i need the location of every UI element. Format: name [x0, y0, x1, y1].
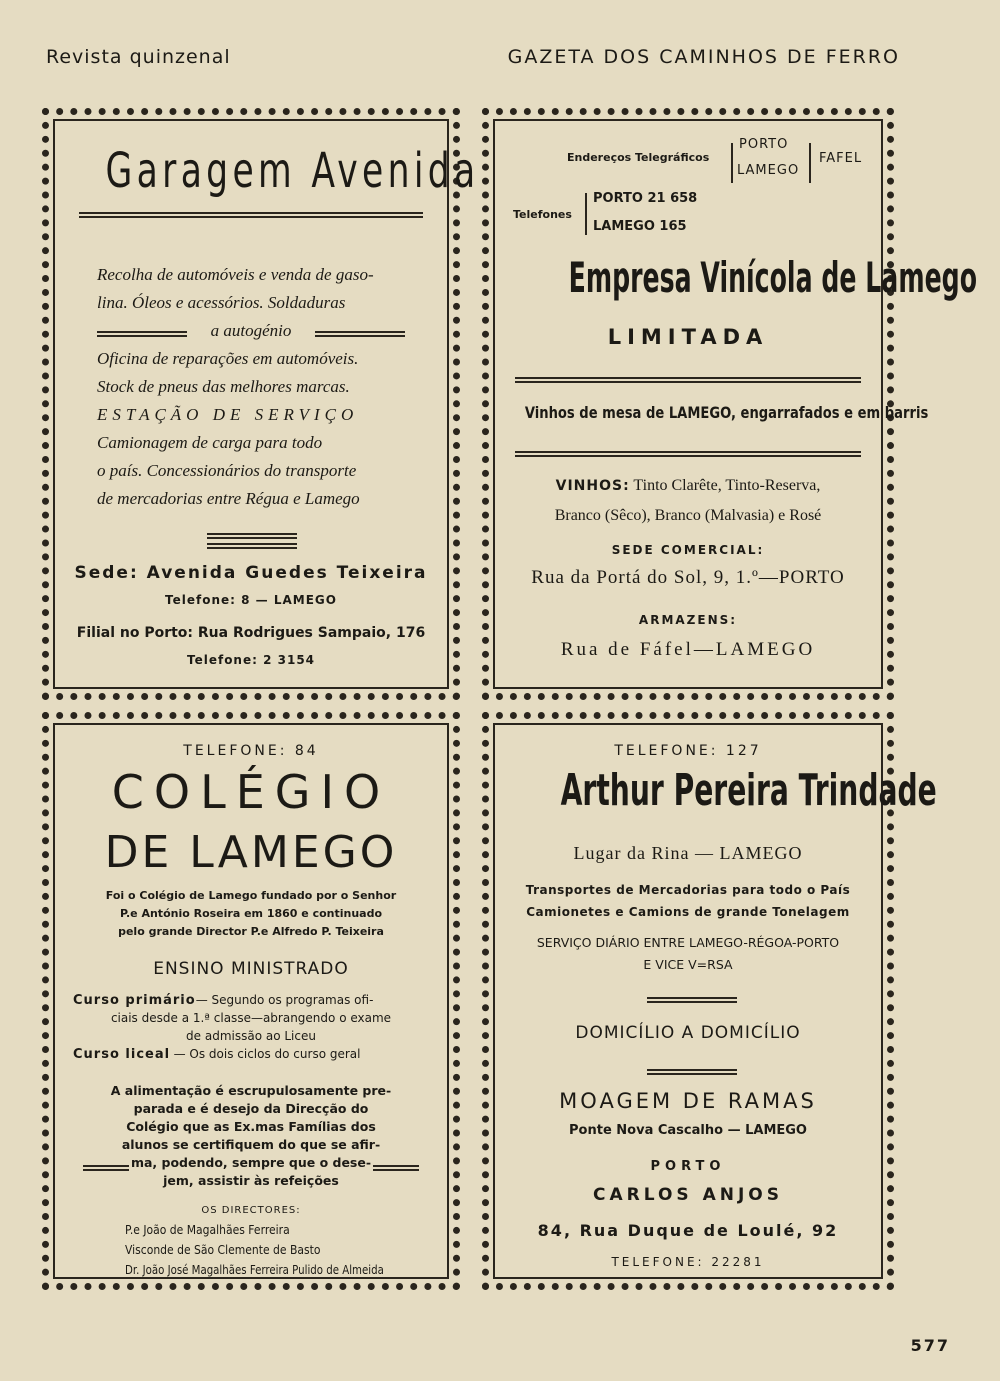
ad1-body-line-6: ESTAÇÃO DE SERVIÇO: [97, 405, 359, 424]
ad4-carlos: CARLOS ANJOS: [593, 1185, 783, 1205]
ad3-ensino: ENSINO MINISTRADO: [153, 959, 349, 979]
ad2-vinhos-text-1: Tinto Clarête, Tinto-Reserva,: [633, 477, 821, 494]
ad2-tagline: Vinhos de mesa de LAMEGO, engarrafados e em barris: [524, 403, 929, 422]
ad3-aliment-6: jem, assistir às refeições: [163, 1173, 339, 1188]
ad4-location: Lugar da Rina — LAMEGO: [573, 843, 803, 863]
ad3-title-1: COLÉGIO: [111, 765, 391, 819]
ad3-title-2: DE LAMEGO: [104, 827, 398, 878]
header-right: GAZETA DOS CAMINHOS DE FERRO: [507, 46, 900, 68]
ad3-director-3: Dr. João José Magalhães Ferreira Pulido de Almeida: [125, 1263, 384, 1277]
ad3-primario-line-3: de admissão ao Liceu: [186, 1029, 316, 1043]
ad3-aliment-1: A alimentação é escrupulosamente pre-: [110, 1083, 392, 1098]
ad4-divider-2: [647, 1069, 737, 1075]
ad1-divider-1: [207, 533, 297, 539]
ad1-body-line-9: de mercadorias entre Régua e Lamego: [97, 489, 360, 508]
ad2-tele-fafel: FAFEL: [819, 151, 863, 166]
ad3-phone: TELEFONE: 84: [183, 743, 319, 759]
ad3-intro-3: pelo grande Director P.e Alfredo P. Teixeira: [118, 925, 384, 938]
ad3-liceal-text: — Os dois ciclos do curso geral: [173, 1047, 361, 1061]
ad2-phone-lamego: LAMEGO 165: [593, 219, 687, 234]
ad2-sede-addr: Rua da Portá do Sol, 9, 1.º—PORTO: [531, 567, 845, 588]
ad3-directores-label: OS DIRECTORES:: [201, 1205, 301, 1216]
ad1-filial-phone: Telefone: 2 3154: [186, 653, 316, 667]
ad3-director-1: P.e João de Magalhães Ferreira: [125, 1223, 290, 1237]
ad1-body-line-8: o país. Concessionários do transporte: [97, 461, 357, 480]
ad-garagem-avenida: [42, 108, 480, 700]
ad2-tele-porto: PORTO: [739, 137, 789, 152]
ad1-sede-phone: Telefone: 8 — LAMEGO: [165, 593, 337, 607]
ad4-phone-2: TELEFONE: 22281: [611, 1255, 765, 1269]
ad2-brace-1: [731, 143, 733, 183]
ad1-body-line-5: Stock de pneus das melhores marcas.: [97, 377, 350, 396]
ad1-rule-right: [315, 331, 405, 337]
ad1-sede: Sede: Avenida Guedes Teixeira: [74, 563, 428, 583]
ad2-armazens-addr: Rua de Fáfel—LAMEGO: [560, 639, 816, 660]
ad3-liceal-line: [73, 1047, 360, 1063]
ad1-divider-2: [207, 543, 297, 549]
ad2-phones-label: Telefones: [513, 208, 572, 221]
ad4-ponte: Ponte Nova Cascalho — LAMEGO: [569, 1123, 807, 1138]
ad4-divider: [647, 997, 737, 1003]
ad2-title: Empresa Vinícola de Lamego: [568, 253, 978, 302]
ad3-director-2: Visconde de São Clemente de Basto: [125, 1243, 321, 1257]
ad4-servico-2: E VICE V=RSA: [643, 957, 733, 972]
ad2-brace-2: [809, 143, 811, 183]
ad2-vinhos-line-2: Branco (Sêco), Branco (Malvasia) e Rosé: [554, 507, 822, 524]
ad3-primario-line-2: ciais desde a 1.ª classe—abrangendo o exame: [110, 1011, 392, 1025]
ad3-primario-label: Curso primário: [73, 993, 196, 1008]
ad1-body-line-4: Oficina de reparações em automóveis.: [97, 349, 359, 368]
ad1-body-line-3: a autogénio: [210, 321, 292, 340]
ad4-moagem: MOAGEM DE RAMAS: [559, 1089, 817, 1113]
ad3-primario-text-1: — Segundo os programas ofi-: [195, 993, 374, 1007]
ad3-intro-1: Foi o Colégio de Lamego fundado por o Senhor: [105, 889, 397, 902]
ad2-tele-lamego: LAMEGO: [737, 163, 800, 178]
ad2-rule-1: [515, 377, 861, 383]
ad1-body-line-1: Recolha de automóveis e venda de gaso-: [97, 265, 374, 284]
ad-empresa-vinicola: [482, 108, 978, 700]
ad-colegio-lamego: [42, 712, 460, 1290]
ad3-primario-line-1: [73, 993, 373, 1009]
ad1-body-line-2: lina. Óleos e acessórios. Soldaduras: [97, 293, 346, 312]
ad2-vinhos-line-1: [489, 477, 887, 495]
ad1-title: Garagem Avenida: [105, 143, 480, 199]
ad4-phone: TELEFONE: 127: [614, 743, 762, 759]
ad1-filial: Filial no Porto: Rua Rodrigues Sampaio, 176: [76, 625, 426, 641]
ad4-title: Arthur Pereira Trindade: [560, 765, 937, 816]
ad3-aliment-3: Colégio que as Ex.mas Famílias dos: [126, 1119, 376, 1134]
ad-arthur-pereira-trindade: [482, 712, 937, 1290]
ad4-servico-1: SERVIÇO DIÁRIO ENTRE LAMEGO-RÉGOA-PORTO: [536, 935, 840, 950]
ad2-phone-porto: PORTO 21 658: [593, 191, 698, 206]
ad3-rule-right: [373, 1165, 419, 1171]
ad3-aliment-2: parada e é desejo da Direcção do: [133, 1101, 369, 1116]
ad4-porto: PORTO: [650, 1159, 726, 1174]
ad2-vinhos-label: VINHOS:: [555, 478, 630, 494]
ad2-rule-2: [515, 451, 861, 457]
ad4-transport-1: Transportes de Mercadorias para todo o País: [525, 883, 851, 897]
ad3-liceal-label: Curso liceal: [73, 1047, 171, 1062]
ad4-address: 84, Rua Duque de Loulé, 92: [537, 1221, 839, 1240]
ad1-body-line-7: Camionagem de carga para todo: [97, 433, 323, 452]
ad3-aliment-5: ma, podendo, sempre que o dese-: [130, 1155, 372, 1170]
ad4-domicilio: DOMICÍLIO A DOMICÍLIO: [575, 1023, 801, 1043]
page-number: 577: [910, 1336, 950, 1355]
ad2-brace-3: [585, 193, 587, 235]
ad2-tele-label: Endereços Telegráficos: [567, 151, 710, 164]
ad3-intro-2: P.e António Roseira em 1860 e continuado: [119, 907, 383, 920]
ad2-armazens-label: ARMAZENS:: [638, 613, 738, 627]
ad4-transport-2: Camionetes e Camions de grande Tonelagem: [526, 905, 850, 919]
header-left: Revista quinzenal: [46, 46, 231, 68]
ad2-subtitle: LIMITADA: [607, 325, 769, 349]
ad2-sede-label: SEDE COMERCIAL:: [611, 543, 765, 557]
ad1-title-rule: [79, 212, 423, 218]
ad3-aliment-4: alunos se certifiquem do que se afir-: [121, 1137, 381, 1152]
